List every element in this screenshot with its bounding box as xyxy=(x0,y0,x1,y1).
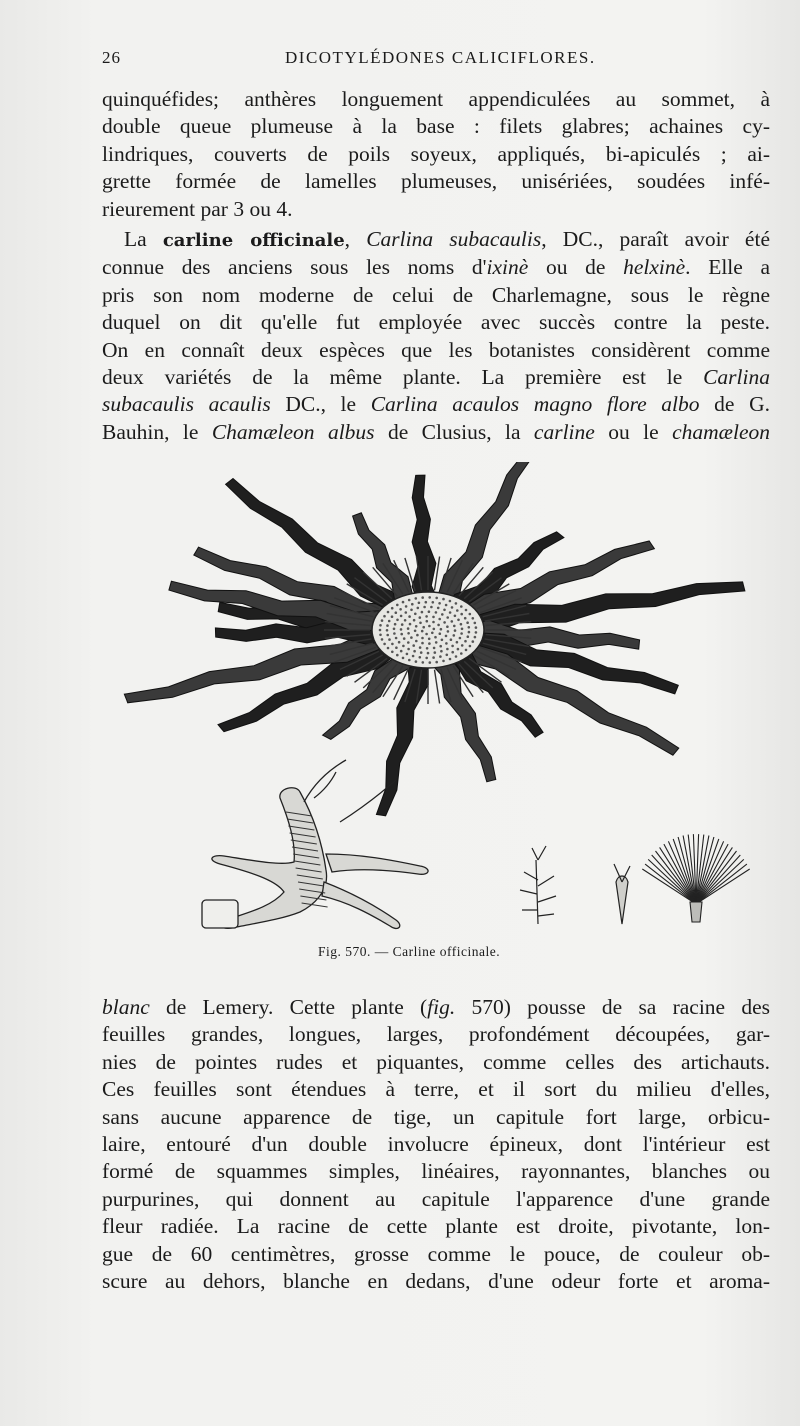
disc-floret xyxy=(446,616,449,619)
detail-pappus xyxy=(642,834,749,922)
disc-floret xyxy=(435,641,438,644)
text-span: La xyxy=(124,227,163,251)
text-span: deux variétés de la même plante. La première est le xyxy=(102,365,704,390)
disc-floret xyxy=(474,636,477,639)
disc-floret xyxy=(475,626,478,629)
disc-floret xyxy=(386,634,389,637)
italic-term: carline xyxy=(533,419,595,444)
text-line: nies de pointes rudes et piquantes, comme celles des artichauts. xyxy=(102,1049,770,1074)
disc-floret xyxy=(439,632,442,635)
text-line xyxy=(102,419,770,446)
disc-floret xyxy=(419,616,422,619)
text-line: duquel on dit qu'elle fut employée avec succès contre la peste. xyxy=(102,310,770,335)
disc-floret xyxy=(415,660,418,663)
text-span: ou le xyxy=(594,419,673,444)
disc-floret xyxy=(467,635,470,638)
disc-floret xyxy=(414,613,417,616)
disc-floret xyxy=(388,638,391,641)
disc-floret xyxy=(443,609,446,612)
disc-floret xyxy=(419,656,422,659)
disc-floret xyxy=(407,648,410,651)
disc-floret xyxy=(446,654,449,657)
disc-floret xyxy=(454,629,457,632)
disc-floret xyxy=(391,607,394,610)
italic-term: helxinè xyxy=(623,255,686,280)
disc-floret xyxy=(381,619,384,622)
italic-term: ixinè xyxy=(486,255,529,280)
disc-floret xyxy=(434,636,437,639)
disc-floret xyxy=(425,615,428,618)
disc-floret xyxy=(468,631,471,634)
disc-floret xyxy=(446,648,449,651)
disc-floret xyxy=(469,645,472,648)
pappus-base xyxy=(690,902,702,922)
disc-floret xyxy=(442,660,445,663)
text-span: de G. xyxy=(699,392,770,417)
text-span: connue des anciens sous les noms d' xyxy=(102,255,487,280)
page-number: 26 xyxy=(102,48,121,67)
disc-floret xyxy=(456,609,459,612)
disc-floret xyxy=(393,632,396,635)
disc-floret xyxy=(466,621,469,624)
text-line: rieurement par 3 ou 4. xyxy=(102,196,293,221)
disc-floret xyxy=(403,637,406,640)
disc-floret xyxy=(461,644,464,647)
latin-name: Carlina xyxy=(703,365,770,390)
disc-floret xyxy=(421,611,424,614)
disc-floret xyxy=(394,623,397,626)
text-span: , xyxy=(344,227,367,251)
disc-floret xyxy=(457,619,460,622)
disc-floret xyxy=(440,650,443,653)
disc-floret xyxy=(460,623,463,626)
disc-floret xyxy=(415,625,418,628)
latin-name: Carlina acaulos magno flore albo xyxy=(370,392,700,417)
disc-floret xyxy=(421,630,424,633)
disc-floret xyxy=(472,640,475,643)
disc-floret xyxy=(441,613,444,616)
disc-floret xyxy=(421,642,424,645)
disc-floret xyxy=(464,617,467,620)
text-line: fleur radiée. La racine de cette plante est droite, pivotante, lon- xyxy=(102,1214,770,1239)
disc-floret xyxy=(400,633,403,636)
disc-floret xyxy=(423,606,426,609)
disc-floret xyxy=(402,645,405,648)
disc-floret xyxy=(464,640,467,643)
flower-head xyxy=(324,556,532,704)
text-span: . Elle a xyxy=(685,255,771,280)
disc-floret xyxy=(456,641,459,644)
running-title: DICOTYLÉDONES CALICIFLORES. xyxy=(285,48,596,67)
latin-name: Carlina subacaulis xyxy=(366,227,542,251)
text-line xyxy=(102,226,770,254)
text-line: feuilles grandes, longues, larges, profondément découpées, gar- xyxy=(102,1022,770,1047)
disc-floret xyxy=(428,642,431,645)
disc-floret xyxy=(460,605,463,608)
disc-floret xyxy=(426,647,429,650)
disc-floret xyxy=(391,643,394,646)
disc-floret xyxy=(425,601,428,604)
ray-squamme xyxy=(435,670,440,704)
disc-floret xyxy=(455,602,458,605)
disc-floret xyxy=(461,628,464,631)
disc-floret xyxy=(412,655,415,658)
disc-floret xyxy=(388,620,391,623)
disc-floret xyxy=(387,647,390,650)
disc-floret xyxy=(402,601,405,604)
disc-floret xyxy=(459,637,462,640)
disc-floret xyxy=(395,637,398,640)
disc-floret xyxy=(391,651,394,654)
disc-floret xyxy=(395,646,398,649)
disc-floret xyxy=(419,646,422,649)
paragraph-1 xyxy=(102,86,770,223)
disc-floret xyxy=(408,659,411,662)
carline-illustration xyxy=(100,462,760,942)
disc-floret xyxy=(446,625,449,628)
disc-floret xyxy=(400,650,403,653)
detail-squamme xyxy=(614,864,630,924)
text-line: Ces feuilles sont étendues à terre, et il sort du milieu d'elles, xyxy=(102,1077,770,1102)
disc-floret xyxy=(437,607,440,610)
text-span: , DC., paraît avoir été xyxy=(541,227,770,251)
disc-floret xyxy=(428,638,431,641)
text-span: DC., le xyxy=(270,392,371,417)
text-line xyxy=(102,254,770,281)
disc-floret xyxy=(445,642,448,645)
text-line: On en connaît deux espèces que les botanistes considèrent comme xyxy=(102,337,770,362)
disc-floret xyxy=(413,650,416,653)
disc-floret xyxy=(451,620,454,623)
disc-floret xyxy=(450,638,453,641)
disc-floret xyxy=(386,629,389,632)
text-line: scure au dehors, blanche en dedans, d'une odeur forte et aroma- xyxy=(102,1269,770,1294)
paragraph-2 xyxy=(102,226,770,446)
disc-floret xyxy=(391,615,394,618)
disc-floret xyxy=(383,615,386,618)
disc-floret xyxy=(432,621,435,624)
disc-floret xyxy=(445,604,448,607)
disc-floret xyxy=(412,644,415,647)
disc-floret xyxy=(426,620,429,623)
disc-floret xyxy=(415,597,418,600)
disc-floret xyxy=(428,610,431,613)
disc-floret xyxy=(438,618,441,621)
disc-floret xyxy=(406,653,409,656)
disc-floret xyxy=(440,628,443,631)
disc-floret xyxy=(435,661,438,664)
disc-floret xyxy=(410,609,413,612)
text-line: pris son nom moderne de celui de Charlemagne, sous le règne xyxy=(102,282,770,307)
disc-floret xyxy=(405,611,408,614)
disc-floret xyxy=(434,651,437,654)
page-header xyxy=(102,46,782,74)
disc-floret xyxy=(433,628,436,631)
spiny-leaf xyxy=(412,475,441,608)
disc-floret xyxy=(407,632,410,635)
disc-floret xyxy=(460,613,463,616)
italic-term: blanc xyxy=(102,995,150,1019)
disc-floret xyxy=(455,655,458,658)
disc-floret xyxy=(460,652,463,655)
disc-floret xyxy=(441,639,444,642)
disc-floret xyxy=(379,634,382,637)
disc-floret xyxy=(451,645,454,648)
disc-floret xyxy=(451,651,454,654)
disc-floret xyxy=(427,652,430,655)
disc-floret xyxy=(421,596,424,599)
disc-floret xyxy=(453,625,456,628)
figure-caption: Fig. 570. — Carline officinale. xyxy=(318,944,501,959)
latin-name: Chamæleon albus xyxy=(211,419,375,444)
engraving-drawing xyxy=(100,462,760,942)
disc-floret xyxy=(449,600,452,603)
disc-floret xyxy=(408,599,411,602)
disc-floret xyxy=(442,598,445,601)
disc-floret xyxy=(432,616,435,619)
disc-floret xyxy=(451,606,454,609)
disc-floret xyxy=(410,636,413,639)
disc-floret xyxy=(449,611,452,614)
disc-floret xyxy=(430,606,433,609)
text-line: grette formée de lamelles plumeuses, unisériées, soudées infé- xyxy=(102,169,770,194)
disc-floret xyxy=(438,602,441,605)
disc-floret xyxy=(429,661,432,664)
disc-floret xyxy=(420,651,423,654)
disc-floret xyxy=(416,634,419,637)
text-line: quinquéfides; anthères longuement appendiculées au sommet, à xyxy=(102,87,770,111)
latin-name: subacaulis acaulis xyxy=(102,392,271,417)
disc-floret xyxy=(407,641,410,644)
disc-floret xyxy=(409,623,412,626)
text-line: lindriques, couverts de poils soyeux, appliqués, bi-apiculés ; ai- xyxy=(102,141,770,166)
disc-floret xyxy=(398,641,401,644)
disc-floret xyxy=(418,602,421,605)
paragraph-3 xyxy=(102,994,770,1295)
text-line: sans aucune apparence de tige, un capitule fort large, orbicu- xyxy=(102,1104,770,1129)
disc-floret xyxy=(379,629,382,632)
disc-floret xyxy=(401,623,404,626)
disc-floret xyxy=(457,648,460,651)
disc-floret xyxy=(453,634,456,637)
disc-floret xyxy=(465,609,468,612)
disc-floret xyxy=(433,647,436,650)
disc-floret xyxy=(414,630,417,633)
disc-floret xyxy=(404,619,407,622)
disc-floret xyxy=(468,626,471,629)
disc-floret xyxy=(405,605,408,608)
disc-floret xyxy=(396,619,399,622)
disc-floret xyxy=(400,615,403,618)
disc-floret xyxy=(460,632,463,635)
disc-floret xyxy=(439,645,442,648)
disc-floret xyxy=(475,631,478,634)
disc-floret xyxy=(381,638,384,641)
disc-floret xyxy=(408,615,411,618)
disc-floret xyxy=(400,628,403,631)
text-line xyxy=(102,364,770,391)
disc-floret xyxy=(422,626,425,629)
disc-floret xyxy=(387,611,390,614)
disc-floret xyxy=(425,657,428,660)
detail-achene xyxy=(520,846,556,924)
disc-floret xyxy=(443,621,446,624)
disc-floret xyxy=(383,643,386,646)
term-bold: carline officinale xyxy=(162,230,345,251)
disc-floret xyxy=(415,640,418,643)
text-span: ou de xyxy=(528,255,624,280)
text-span: Bauhin, le xyxy=(102,419,212,444)
disc-floret xyxy=(413,619,416,622)
italic-term: fig. xyxy=(427,995,456,1019)
disc-floret xyxy=(379,624,382,627)
italic-term: chamæleon xyxy=(672,419,770,444)
disc-floret xyxy=(432,601,435,604)
disc-floret xyxy=(399,608,402,611)
disc-floret xyxy=(439,655,442,658)
disc-floret xyxy=(474,622,477,625)
disc-floret xyxy=(396,654,399,657)
text-line: formé de squammes simples, linéaires, rayonnantes, blanches ou xyxy=(102,1159,770,1184)
disc-floret xyxy=(428,596,431,599)
text-line: laire, entouré d'un double involucre épineux, dont l'intérieur est xyxy=(102,1132,770,1157)
disc-floret xyxy=(425,633,428,636)
disc-floret xyxy=(431,632,434,635)
text-line xyxy=(102,994,770,1021)
disc-floret xyxy=(411,603,414,606)
disc-floret xyxy=(437,624,440,627)
disc-floret xyxy=(386,624,389,627)
disc-floret xyxy=(445,635,448,638)
text-span: de Lemery. Cette plante ( xyxy=(149,995,428,1019)
text-line: gue de 60 centimètres, grosse comme le pouce, de couleur ob- xyxy=(102,1241,770,1266)
disc-floret xyxy=(472,617,475,620)
text-line xyxy=(102,391,770,418)
disc-floret xyxy=(435,611,438,614)
disc-floret xyxy=(449,658,452,661)
disc-floret xyxy=(402,657,405,660)
disc-floret xyxy=(469,613,472,616)
disc-floret xyxy=(435,597,438,600)
text-span: 570) pousse de sa racine des xyxy=(455,995,770,1019)
disc-floret xyxy=(396,604,399,607)
disc-floret xyxy=(447,630,450,633)
disc-floret xyxy=(419,622,422,625)
disc-floret xyxy=(465,649,468,652)
disc-floret xyxy=(454,615,457,618)
disc-floret xyxy=(422,661,425,664)
disc-floret xyxy=(432,656,435,659)
disc-floret xyxy=(407,627,410,630)
text-line: double queue plumeuse à la base : filets glabres; achaines cy- xyxy=(102,114,770,139)
disc-floret xyxy=(395,611,398,614)
disc-floret xyxy=(421,637,424,640)
text-span: de Clusius, la xyxy=(374,419,534,444)
disc-floret xyxy=(417,607,420,610)
disc-floret xyxy=(428,625,431,628)
text-line: purpurines, qui donnent au capitule l'apparence d'une grande xyxy=(102,1186,770,1211)
disc-floret xyxy=(393,628,396,631)
